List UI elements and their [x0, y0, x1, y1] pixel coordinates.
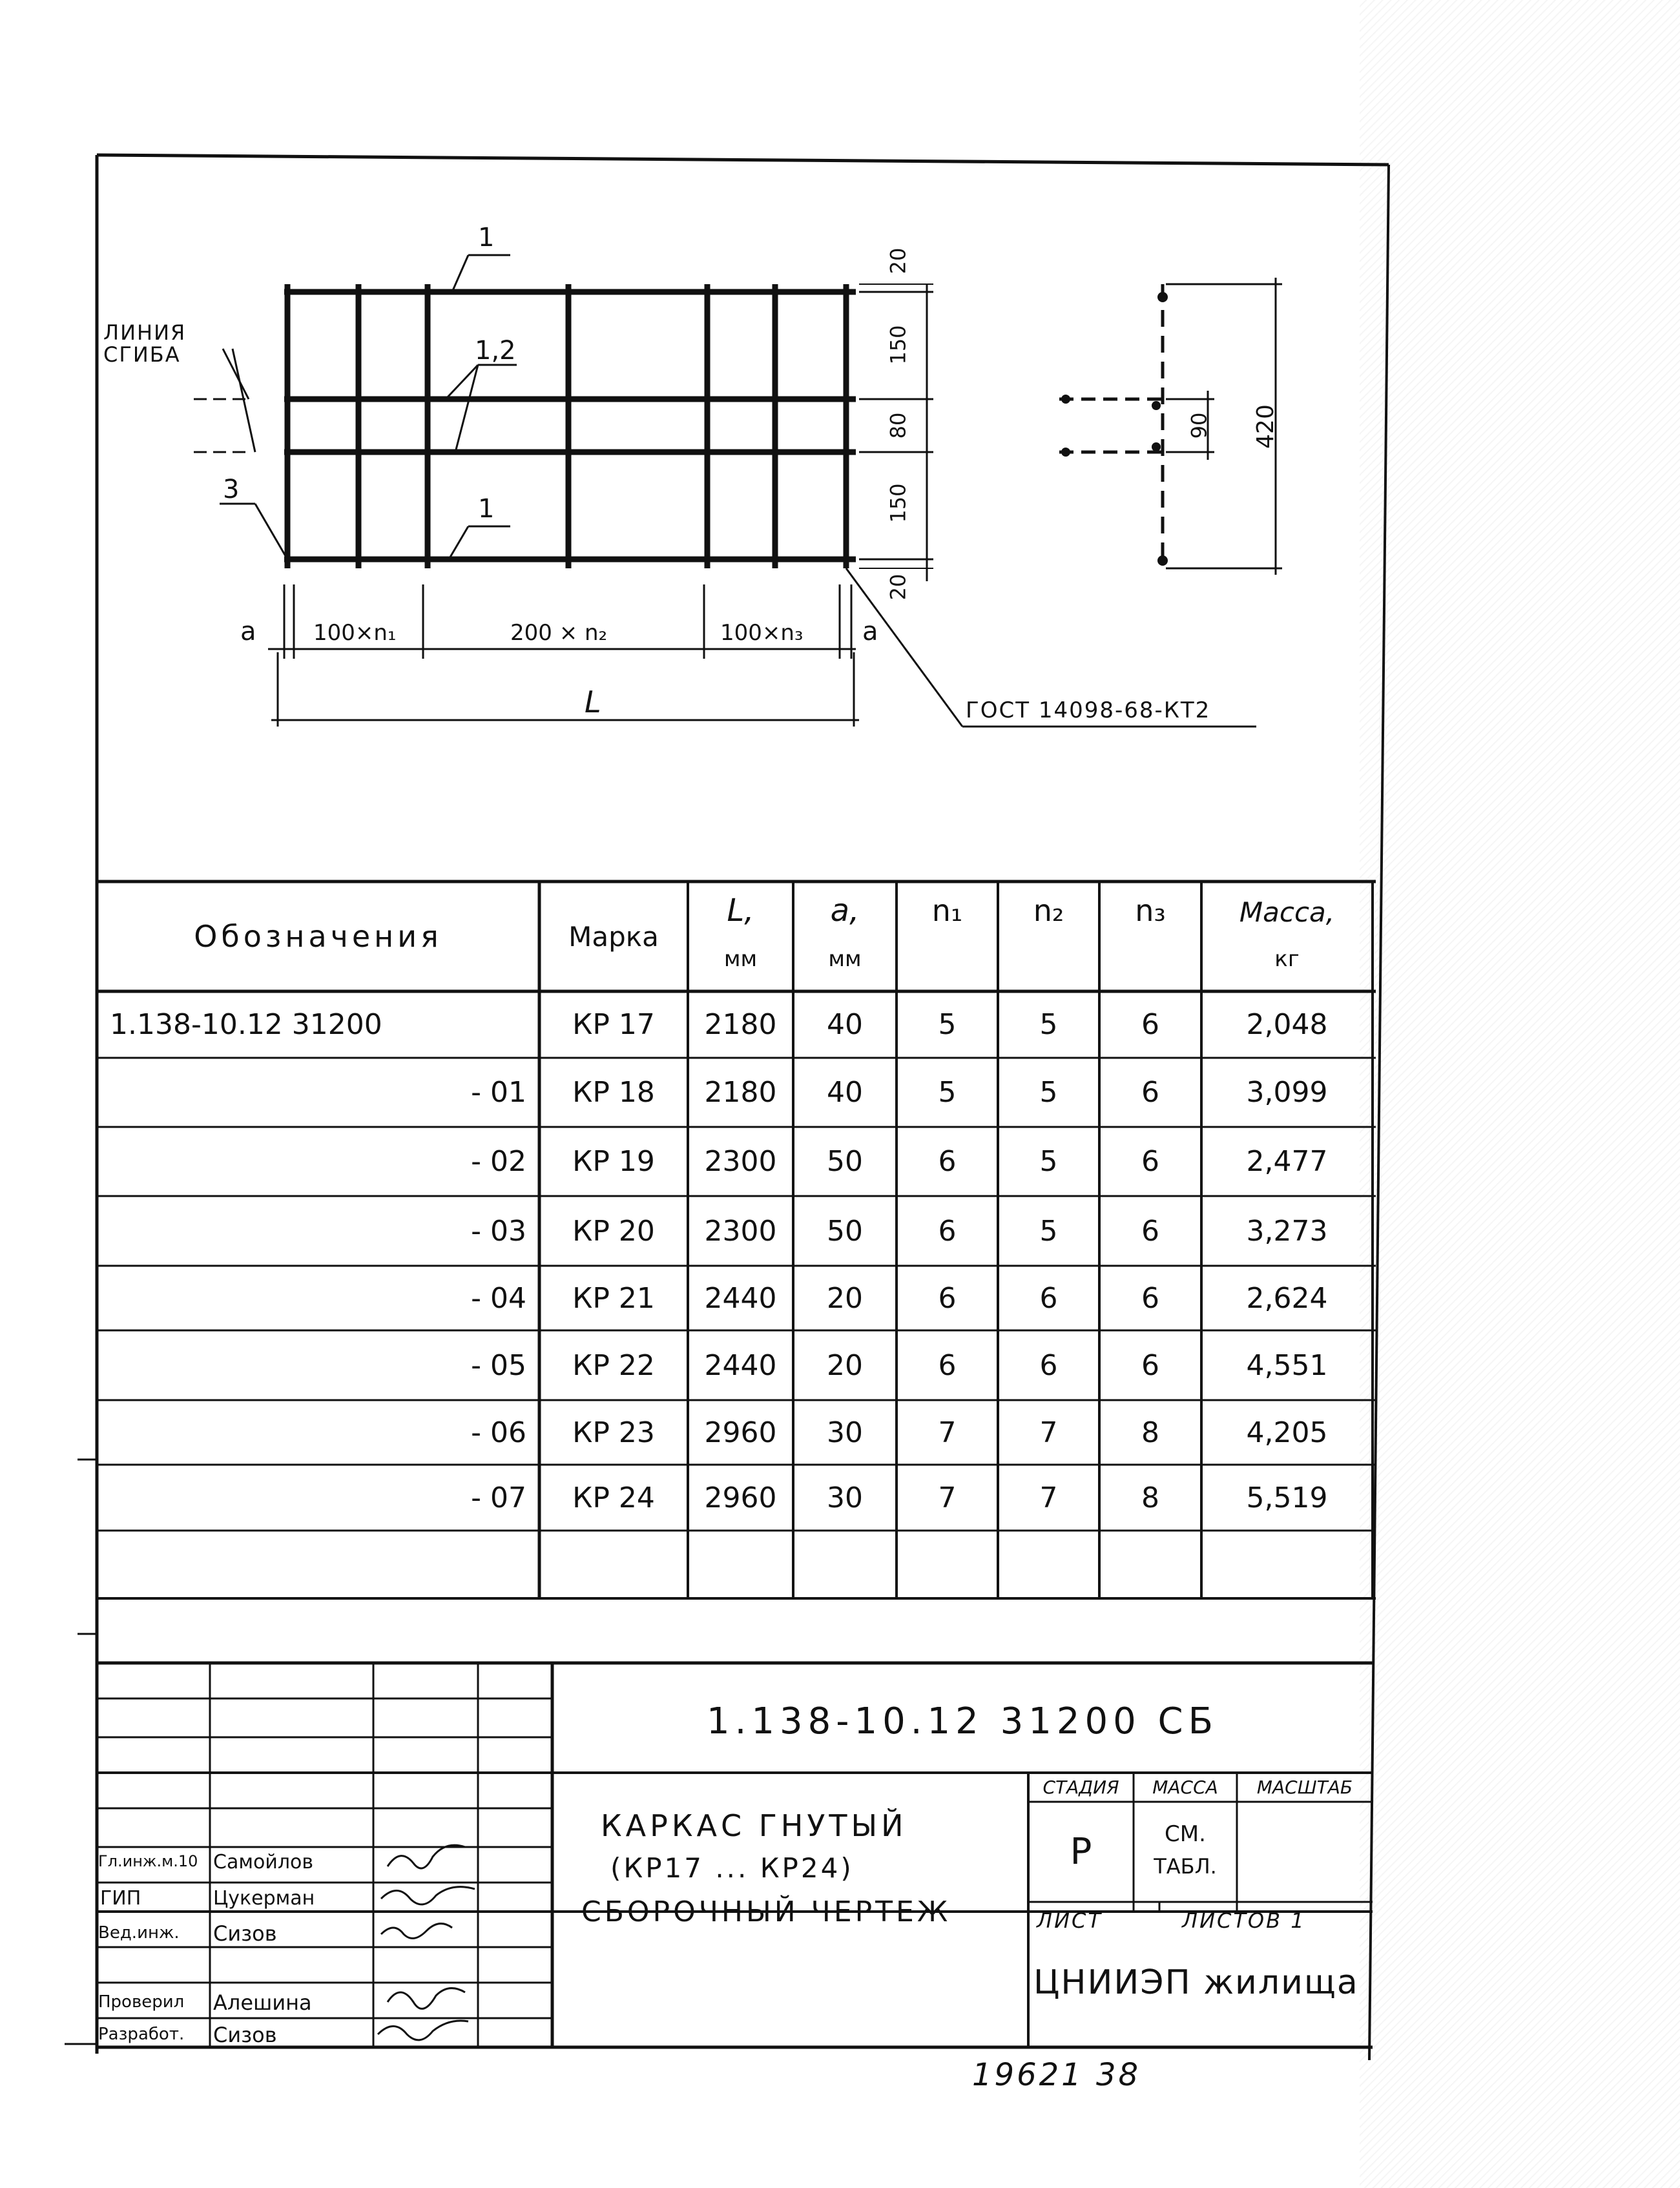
- header-designation: Обозначения: [194, 919, 442, 954]
- signature-6: [378, 2021, 468, 2040]
- row8-L: 2960: [704, 1481, 777, 1514]
- row5-L: 2440: [704, 1281, 777, 1315]
- row4-n2: 5: [1039, 1214, 1058, 1248]
- row3-designation: - 02: [471, 1145, 526, 1178]
- row4-designation: - 03: [471, 1214, 526, 1248]
- row2-a: 40: [827, 1076, 863, 1109]
- row4-L: 2300: [704, 1214, 777, 1248]
- row2-L: 2180: [704, 1076, 777, 1109]
- row5-mass: 2,624: [1246, 1281, 1328, 1315]
- row8-designation: - 07: [471, 1481, 526, 1514]
- doc-code: 1.138-10.12 31200 СБ: [706, 1700, 1219, 1742]
- dim-a-left: a: [240, 617, 256, 646]
- row2-n3: 6: [1141, 1076, 1159, 1109]
- row6-n1: 6: [938, 1348, 957, 1382]
- dim-80: 80: [886, 412, 911, 439]
- row6-mark: КР 22: [572, 1348, 655, 1382]
- header-n3: n₃: [1135, 893, 1166, 928]
- sheets-label: ЛИСТОВ 1: [1182, 1908, 1306, 1933]
- length-label: L: [585, 685, 601, 719]
- header-mark: Марка: [568, 920, 659, 953]
- title-line-1: КАРКАС ГНУТЫЙ: [601, 1808, 907, 1843]
- dim-100n3: 100×n₃: [720, 620, 804, 646]
- row3-n3: 6: [1141, 1145, 1159, 1178]
- row6-L: 2440: [704, 1348, 777, 1382]
- row2-designation: - 01: [471, 1076, 526, 1109]
- row1-mark: КР 17: [572, 1008, 655, 1041]
- row7-designation: - 06: [471, 1416, 526, 1449]
- name-2: Цукерман: [213, 1887, 315, 1910]
- row5-a: 20: [827, 1281, 863, 1315]
- weld-note: ГОСТ 14098-68-КТ2: [966, 697, 1211, 723]
- row5-n3: 6: [1141, 1281, 1159, 1315]
- role-3: Вед.инж.: [98, 1923, 180, 1943]
- header-mass: Масса,: [1239, 896, 1335, 928]
- mass-header: МАССА: [1152, 1777, 1218, 1798]
- bend-line-label: ЛИНИЯ СГИБА: [103, 320, 187, 367]
- row7-n2: 7: [1039, 1416, 1058, 1449]
- row1-n2: 5: [1039, 1008, 1058, 1041]
- row3-n2: 5: [1039, 1145, 1058, 1178]
- position-label-3: 3: [223, 475, 240, 504]
- section-dim-420: 420: [1252, 404, 1279, 449]
- name-3: Сизов: [213, 1921, 277, 1946]
- row3-mark: КР 19: [572, 1145, 655, 1178]
- row3-L: 2300: [704, 1145, 777, 1178]
- row8-n2: 7: [1039, 1481, 1058, 1514]
- row8-n3: 8: [1141, 1481, 1159, 1514]
- dim-20-bottom: 20: [886, 573, 911, 601]
- row4-a: 50: [827, 1214, 863, 1248]
- dim-150-bottom: 150: [886, 483, 911, 523]
- row2-n2: 5: [1039, 1076, 1058, 1109]
- mass-value-1: СМ.: [1165, 1821, 1206, 1847]
- signature-2: [381, 1887, 475, 1904]
- scale-header: МАСШТАБ: [1256, 1777, 1353, 1798]
- row3-mass: 2,477: [1246, 1145, 1328, 1178]
- row6-n3: 6: [1141, 1348, 1159, 1382]
- row8-mass: 5,519: [1246, 1481, 1328, 1514]
- row1-n1: 5: [938, 1008, 957, 1041]
- row8-a: 30: [827, 1481, 863, 1514]
- header-mass-unit: кг: [1274, 946, 1300, 972]
- row6-a: 20: [827, 1348, 863, 1382]
- header-a: a,: [830, 893, 860, 929]
- row4-n1: 6: [938, 1214, 957, 1248]
- role-5: Проверил: [98, 1992, 185, 2012]
- position-label-1-bottom: 1: [478, 494, 495, 524]
- footer-number: 19621 38: [972, 2057, 1141, 2093]
- section-dim-90: 90: [1187, 412, 1212, 439]
- name-1: Самойлов: [213, 1851, 314, 1873]
- stage-header: СТАДИЯ: [1042, 1777, 1119, 1798]
- row5-designation: - 04: [471, 1281, 526, 1315]
- row2-mark: КР 18: [572, 1076, 655, 1109]
- row5-n1: 6: [938, 1281, 957, 1315]
- row7-mass: 4,205: [1246, 1416, 1328, 1449]
- header-L-unit: мм: [723, 946, 758, 972]
- row2-n1: 5: [938, 1076, 957, 1109]
- row5-n2: 6: [1039, 1281, 1058, 1315]
- role-6: Разработ.: [98, 2025, 185, 2044]
- row7-a: 30: [827, 1416, 863, 1449]
- row1-L: 2180: [704, 1008, 777, 1041]
- signature-5: [388, 1988, 465, 2009]
- name-6: Сизов: [213, 2023, 277, 2047]
- row2-mass: 3,099: [1246, 1076, 1328, 1109]
- mass-value-2: ТАБЛ.: [1154, 1854, 1217, 1879]
- dim-a-right: a: [862, 617, 878, 646]
- row1-designation: 1.138-10.12 31200: [110, 1008, 382, 1041]
- role-1: Гл.инж.м.10: [98, 1852, 198, 1870]
- position-label-12: 1,2: [475, 336, 516, 366]
- signature-1: [388, 1845, 465, 1868]
- row8-mark: КР 24: [572, 1481, 655, 1514]
- header-n2: n₂: [1033, 893, 1064, 928]
- row7-n1: 7: [938, 1416, 957, 1449]
- position-label-1-top: 1: [478, 223, 495, 253]
- row3-a: 50: [827, 1145, 863, 1178]
- header-n1: n₁: [931, 893, 963, 928]
- row6-mass: 4,551: [1246, 1348, 1328, 1382]
- row3-n1: 6: [938, 1145, 957, 1178]
- dim-150-top: 150: [886, 325, 911, 365]
- dim-100n1: 100×n₁: [313, 620, 397, 646]
- header-a-unit: мм: [828, 946, 862, 972]
- stage-value: Р: [1070, 1831, 1092, 1873]
- organization: ЦНИИЭП жилища: [1033, 1963, 1359, 2002]
- row6-n2: 6: [1039, 1348, 1058, 1382]
- row7-n3: 8: [1141, 1416, 1159, 1449]
- row6-designation: - 05: [471, 1348, 526, 1382]
- row4-n3: 6: [1141, 1214, 1159, 1248]
- row4-mass: 3,273: [1246, 1214, 1328, 1248]
- dim-20-top: 20: [886, 247, 911, 274]
- signature-3: [381, 1924, 452, 1939]
- row1-a: 40: [827, 1008, 863, 1041]
- role-2: ГИП: [100, 1887, 141, 1910]
- row7-mark: КР 23: [572, 1416, 655, 1449]
- name-5: Алешина: [213, 1990, 312, 2015]
- dim-200n2: 200 × n₂: [510, 620, 608, 646]
- row5-mark: КР 21: [572, 1281, 655, 1315]
- row4-mark: КР 20: [572, 1214, 655, 1248]
- row1-mass: 2,048: [1246, 1008, 1328, 1041]
- header-L: L,: [727, 893, 754, 929]
- title-line-2: (КР17 ... КР24): [610, 1852, 854, 1884]
- row7-L: 2960: [704, 1416, 777, 1449]
- sheet-label: ЛИСТ: [1037, 1908, 1103, 1933]
- title-line-3: СБОРОЧНЫЙ ЧЕРТЕЖ: [581, 1895, 951, 1928]
- row1-n3: 6: [1141, 1008, 1159, 1041]
- row8-n1: 7: [938, 1481, 957, 1514]
